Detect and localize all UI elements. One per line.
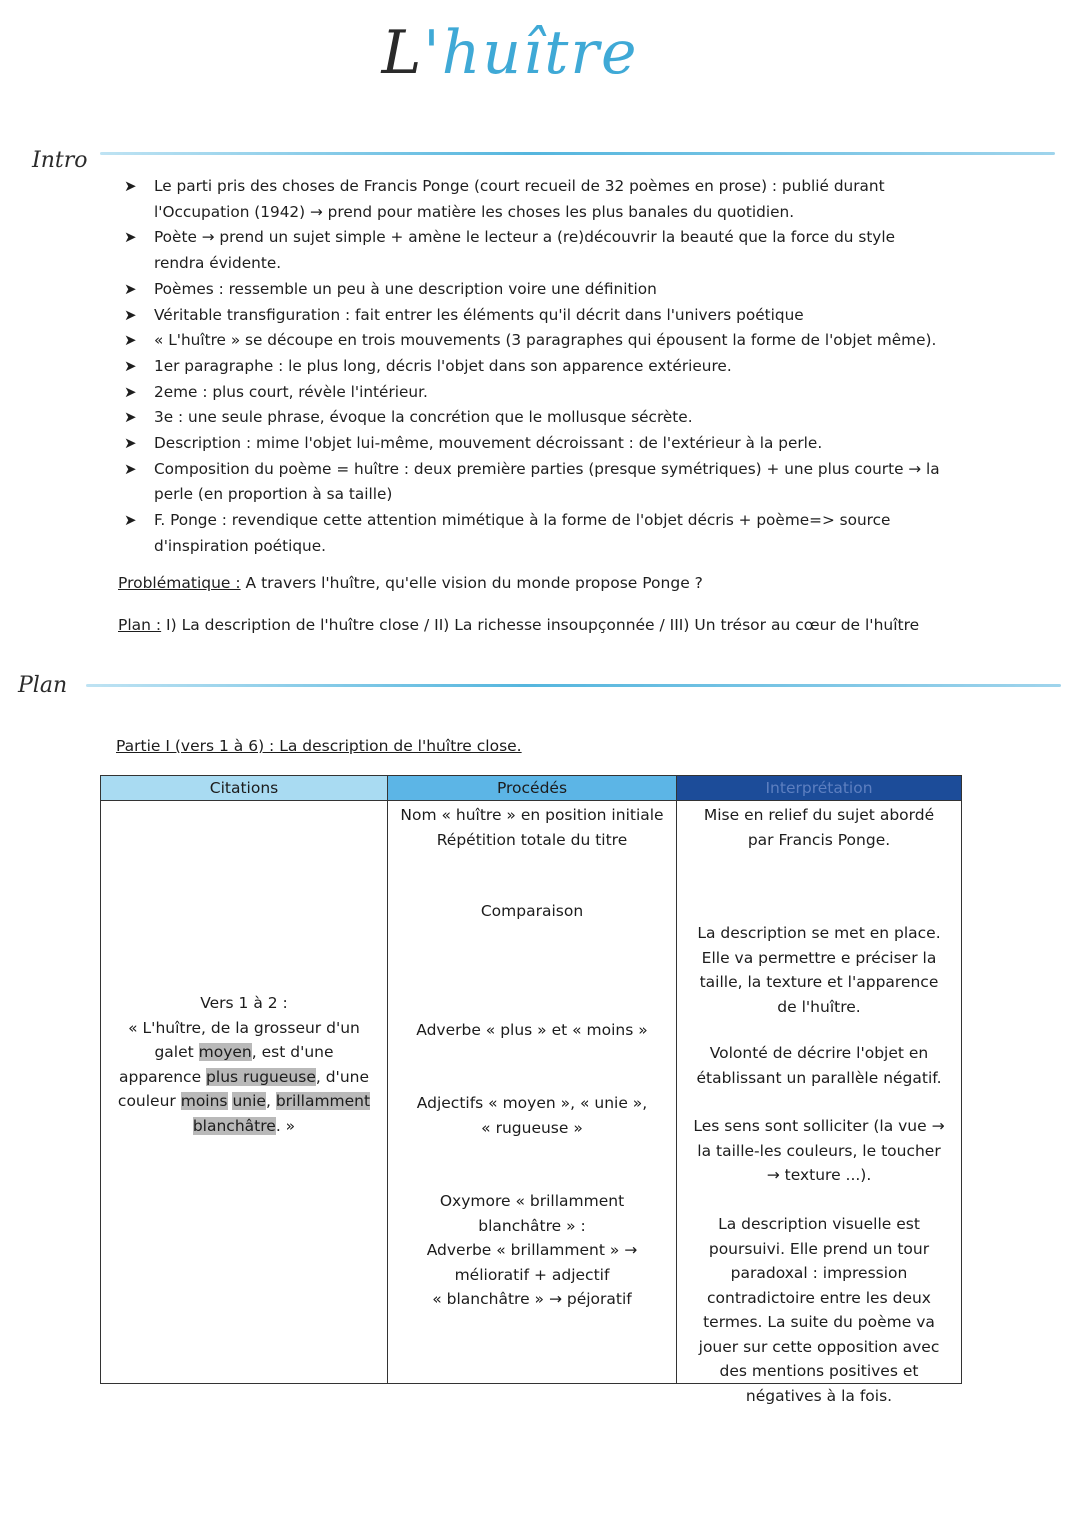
interpretation-item: La description visuelle est poursuivi. Elle prend un tour paradoxal : impression contradictoire entre les deux termes. La suite du poème va jouer sur cette opposition avec des mentions positives et négatives à la fois. [698, 1215, 940, 1405]
list-item: ➤ « L'huître » se découpe en trois mouvements (3 paragraphes qui épousent la forme de l'objet même). [120, 328, 950, 354]
arrow-bullet-icon: ➤ [124, 434, 137, 453]
cell-procedes [388, 801, 677, 1384]
interpretation-item: Les sens sont solliciter (la vue → la taille-les couleurs, le toucher → texture ...). [693, 1117, 945, 1184]
procede-item: Adverbe « plus » et « moins » [416, 1021, 648, 1039]
arrow-bullet-icon: ➤ [124, 408, 137, 427]
list-item: ➤ 1er paragraphe : le plus long, décris l'objet dans son apparence extérieure. [120, 354, 950, 380]
list-item: ➤ 2eme : plus court, révèle l'intérieur. [120, 380, 950, 406]
section-label-intro: Intro [32, 148, 88, 173]
table-row [101, 801, 962, 1384]
interpretation-item: Volonté de décrire l'objet en établissant un parallèle négatif. [696, 1044, 942, 1087]
arrow-bullet-icon: ➤ [124, 228, 137, 247]
table-header-citations: Citations [101, 776, 388, 801]
analysis-table [100, 775, 962, 1405]
list-item: ➤ Poète → prend un sujet simple + amène le lecteur a (re)découvrir la beauté que la force du style rendra évidente. [120, 225, 950, 276]
problematique: Problématique : A travers l'huître, qu'elle vision du monde propose Ponge ? [118, 574, 703, 592]
arrow-bullet-icon: ➤ [124, 511, 137, 530]
procede-item: Oxymore « brillamment blanchâtre » : Adverbe « brillamment » → mélioratif + adjectif « blanchâtre » → péjoratif [426, 1192, 638, 1308]
plan-line: Plan : I) La description de l'huître close / II) La richesse insoupçonnée / III) Un trésor au cœur de l'huître [118, 616, 920, 634]
citation-quote: Vers 1 à 2 : « L'huître, de la grosseur d'un galet moyen, est d'une apparence plus rugueuse, d'une couleur moins unie, brillamment blanchâtre. » [117, 994, 371, 1135]
page-title: L'huître [381, 18, 639, 88]
arrow-bullet-icon: ➤ [124, 459, 137, 478]
arrow-bullet-icon: ➤ [124, 382, 137, 401]
interpretation-item: La description se met en place. Elle va permettre e préciser la taille, la texture et l'apparence de l'huître. [697, 924, 941, 1016]
table-header-interpretation: Interprétation [677, 776, 962, 801]
intro-divider [100, 152, 1055, 155]
table-header-procedes: Procédés [388, 776, 677, 801]
arrow-bullet-icon: ➤ [124, 177, 137, 195]
procede-item: Comparaison [480, 902, 584, 920]
interpretation-item: Mise en relief du sujet abordé par Francis Ponge. [703, 806, 935, 849]
list-item: ➤ Le parti pris des choses de Francis Ponge (court recueil de 32 poèmes en prose) : publié durant l'Occupation (1942) → prend pour matière les choses les plus banales du quotidien. [120, 174, 950, 225]
arrow-bullet-icon: ➤ [124, 356, 137, 375]
section-label-plan: Plan [18, 673, 68, 698]
intro-list [120, 174, 950, 560]
list-item: ➤ Poèmes : ressemble un peu à une description voire une définition [120, 277, 950, 303]
list-item: ➤ Véritable transfiguration : fait entrer les éléments qu'il décrit dans l'univers poétique [120, 303, 950, 329]
procede-item: Adjectifs « moyen », « unie », « rugueuse » [416, 1094, 648, 1137]
arrow-bullet-icon: ➤ [124, 279, 137, 298]
list-item: ➤ 3e : une seule phrase, évoque la concrétion que le mollusque sécrète. [120, 405, 950, 431]
arrow-bullet-icon: ➤ [124, 305, 137, 324]
arrow-bullet-icon: ➤ [124, 331, 137, 350]
cell-citations [101, 801, 388, 1384]
list-item: ➤ Composition du poème = huître : deux première parties (presque symétriques) + une plus courte → la perle (en proportion à sa taille) [120, 457, 950, 508]
plan-divider [86, 684, 1061, 687]
part-title: Partie I (vers 1 à 6) : La description de l'huître close. [116, 737, 522, 755]
cell-interpretation [677, 801, 962, 1405]
list-item: ➤ Description : mime l'objet lui-même, mouvement décroissant : de l'extérieur à la perle. [120, 431, 950, 457]
procede-item: Nom « huître » en position initiale Répétition totale du titre [400, 806, 664, 849]
list-item: ➤ F. Ponge : revendique cette attention mimétique à la forme de l'objet décris + poème=> source d'inspiration poétique. [120, 508, 950, 559]
